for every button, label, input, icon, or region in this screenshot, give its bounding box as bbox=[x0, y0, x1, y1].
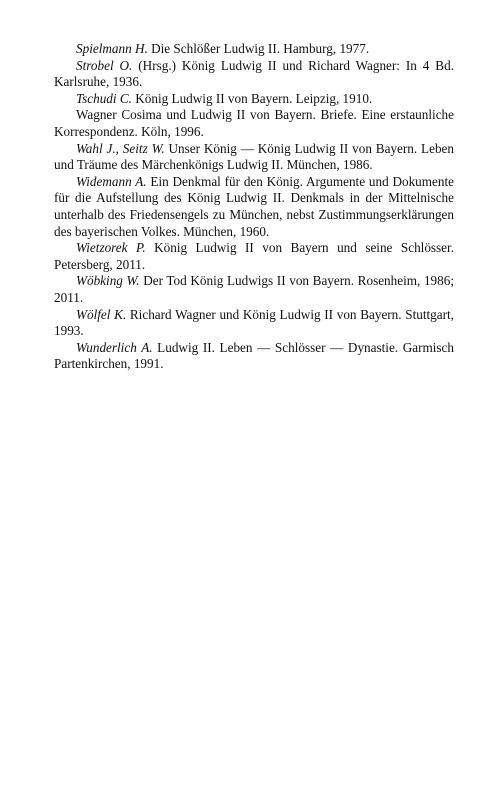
entry-author: Strobel O. bbox=[76, 57, 133, 73]
entry-text: Die Schlößer Ludwig II. Hamburg, 1977. bbox=[147, 41, 370, 56]
entry-text: Unser König — König Ludwig II von Bayern. Leben und Träume des Märchenkönigs Ludwig II. München, 1986. bbox=[54, 140, 454, 173]
bibliography-entry bbox=[54, 141, 454, 174]
bibliography-entry bbox=[54, 41, 454, 58]
entry-author: Wölfel K. bbox=[76, 306, 127, 322]
entry-text: Ein Denkmal für den König. Argumente und Dokumente für die Aufstellung des König Ludwig II. Denkmals in der Mittelnische unterhalb des Friedensengels zu München, nebst Zustimmungserklärungen des bayerischen Volkes. München, 1960. bbox=[54, 173, 454, 239]
bibliography-entry bbox=[54, 174, 454, 240]
entry-text: Der Tod König Ludwigs II von Bayern. Rosenheim, 1986; 2011. bbox=[54, 273, 454, 305]
entry-author: Spielmann H. bbox=[76, 41, 148, 56]
bibliography-entry bbox=[54, 273, 454, 306]
bibliography-list bbox=[54, 41, 454, 373]
entry-author: Wöbking W. bbox=[76, 273, 140, 289]
entry-author: Wunderlich A. bbox=[76, 339, 153, 355]
entry-text: Richard Wagner und König Ludwig II von Bayern. Stuttgart, 1993. bbox=[54, 306, 454, 339]
bibliography-entry bbox=[54, 240, 454, 273]
entry-author: Wahl J., Seitz W. bbox=[76, 140, 165, 156]
bibliography-entry bbox=[54, 58, 454, 91]
bibliography-entry bbox=[54, 91, 454, 108]
entry-text: Ludwig II. Leben — Schlösser — Dynastie. Garmisch Partenkirchen, 1991. bbox=[54, 339, 454, 372]
bibliography-entry bbox=[54, 107, 454, 140]
entry-text: Wagner Cosima und Ludwig II von Bayern. Briefe. Eine erstaunliche Korrespondenz. Köln, 1996. bbox=[54, 107, 454, 139]
bibliography-entry bbox=[54, 340, 454, 373]
entry-text: König Ludwig II von Bayern und seine Schlösser. Petersberg, 2011. bbox=[54, 240, 454, 272]
bibliography-entry bbox=[54, 307, 454, 340]
entry-author: Tschudi C. bbox=[76, 90, 132, 106]
entry-text: (Hrsg.) König Ludwig II und Richard Wagner: In 4 Bd. Karlsruhe, 1936. bbox=[54, 57, 454, 90]
entry-author: Widemann A. bbox=[76, 173, 147, 189]
entry-author: Wietzorek P. bbox=[76, 240, 146, 256]
entry-text: König Ludwig II von Bayern. Leipzig, 1910. bbox=[131, 90, 373, 106]
